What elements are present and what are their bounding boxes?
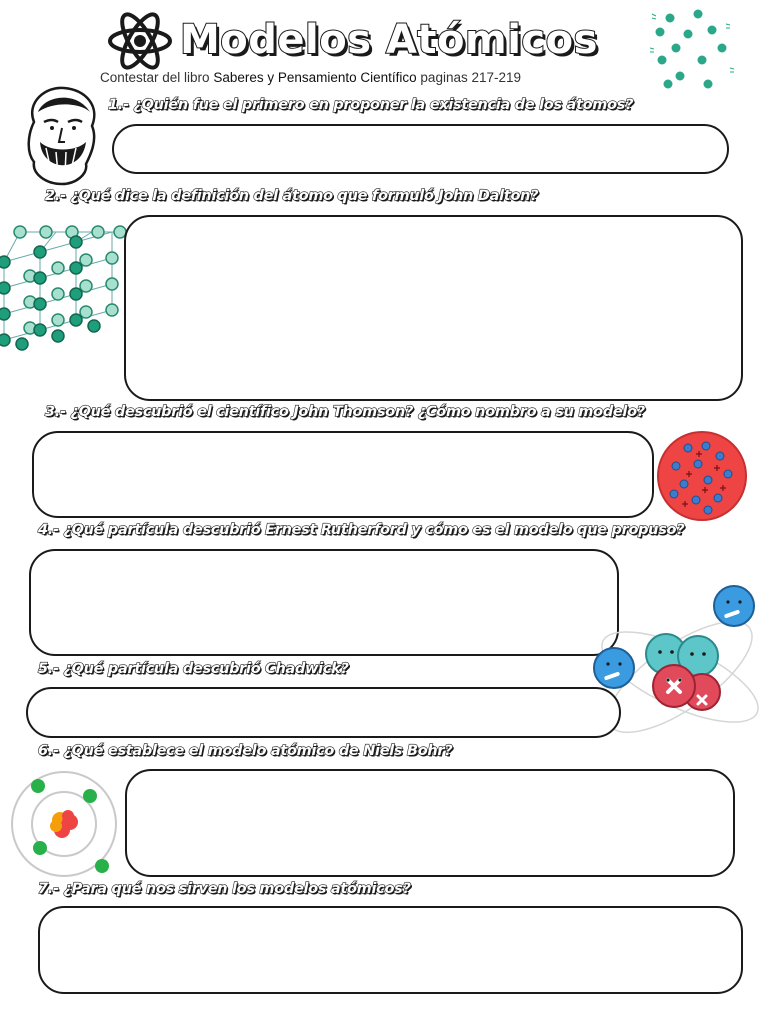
atom-icon <box>106 8 174 74</box>
answer-box-7[interactable] <box>38 906 743 994</box>
bohr-atom-illustration <box>10 770 118 878</box>
question-7-label: 7.- ¿Para qué nos sirven los modelos atómicos? <box>38 881 411 897</box>
book-title: Saberes y Pensamiento Científico <box>213 70 417 85</box>
question-5-label: 5.- ¿Qué partícula descubrió Chadwick? <box>38 661 349 677</box>
question-1-label: 1.- ¿Quién fue el primero en proponer la existencia de los átomos? <box>108 97 634 113</box>
instructions-prefix: Contestar del libro <box>100 70 214 85</box>
question-2-label: 2.- ¿Qué dice la definición del átomo que formuló John Dalton? <box>45 188 539 204</box>
instructions <box>100 70 521 85</box>
answer-box-1[interactable] <box>112 124 729 174</box>
answer-box-2[interactable] <box>124 215 743 401</box>
answer-box-3[interactable] <box>32 431 654 518</box>
answer-box-5[interactable] <box>26 687 621 738</box>
nucleus-electrons-illustration <box>590 582 766 754</box>
question-3-label: 3.- ¿Qué descubrió el científico John Thomson? ¿Cómo nombro a su modelo? <box>45 404 645 420</box>
instructions-suffix: paginas 217-219 <box>416 70 522 85</box>
question-6-label: 6.- ¿Qué establece el modelo atómico de Niels Bohr? <box>38 743 453 759</box>
answer-box-6[interactable] <box>125 769 735 877</box>
democritus-portrait <box>16 82 106 186</box>
question-4-label: 4.- ¿Qué partícula descubrió Ernest Rutherford y cómo es el modelo que propuso? <box>38 522 685 538</box>
plum-pudding-model-illustration <box>656 430 748 522</box>
particles-decoration <box>640 4 740 96</box>
crystal-lattice-illustration <box>0 220 132 356</box>
page-title: Modelos Atómicos <box>180 17 598 63</box>
answer-box-4[interactable] <box>29 549 619 656</box>
